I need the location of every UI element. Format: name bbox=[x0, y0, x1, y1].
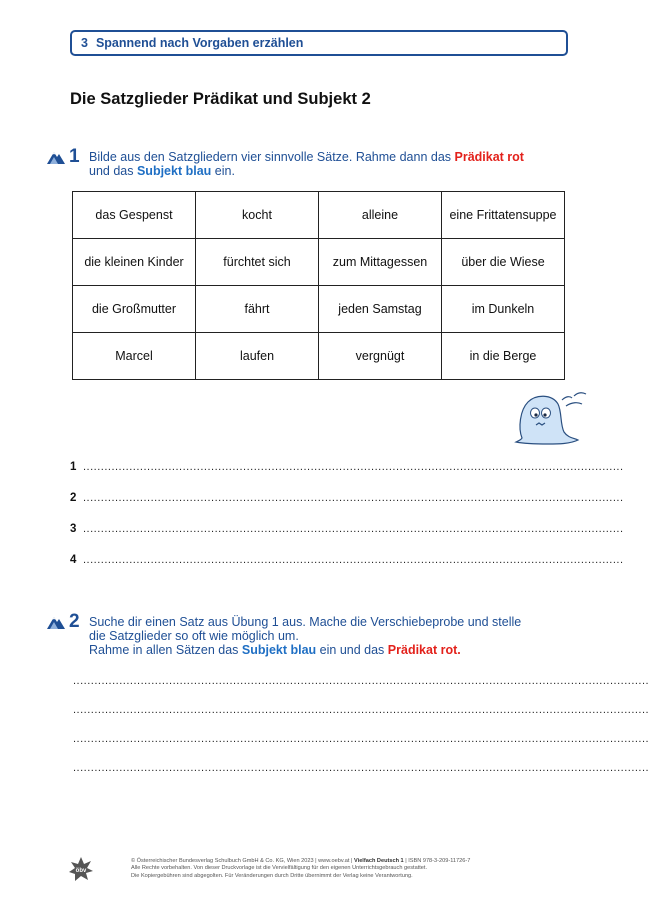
answer-line-number: 4 bbox=[70, 554, 77, 566]
answer-line-number: 3 bbox=[70, 523, 77, 535]
task-1-pradikat-highlight: Prädikat rot bbox=[454, 150, 524, 164]
word-table bbox=[72, 191, 565, 380]
chapter-header bbox=[70, 30, 568, 56]
task-1-text-c: ein. bbox=[211, 164, 235, 178]
footer-line-1a: © Österreichischer Bundesverlag Schulbuch GmbH & Co. KG, Wien 2023 | www.oebv.at | bbox=[131, 858, 355, 864]
table-row bbox=[73, 286, 565, 333]
table-cell: kocht bbox=[196, 192, 319, 239]
table-cell: Marcel bbox=[73, 333, 196, 380]
answer-line[interactable]: 4 ........................................................................................................................................................ bbox=[70, 554, 624, 566]
task-1-text-b: und das bbox=[89, 164, 137, 178]
task-2-text-b: ein und das bbox=[316, 643, 388, 657]
table-cell: über die Wiese bbox=[442, 239, 565, 286]
table-cell: vergnügt bbox=[319, 333, 442, 380]
table-cell: alleine bbox=[319, 192, 442, 239]
answer-line-number: 1 bbox=[70, 461, 77, 473]
task-1-number: 1 bbox=[69, 146, 80, 167]
task-2-instruction bbox=[89, 615, 521, 657]
answer-line[interactable]: .................................................................................................................................................................. bbox=[73, 762, 649, 774]
footer-line-1c: | ISBN 978-3-209-11726-7 bbox=[403, 858, 471, 864]
chapter-number: 3 bbox=[81, 36, 88, 50]
footer-book-title: Vielfach Deutsch 1 bbox=[354, 858, 404, 864]
table-cell: jeden Samstag bbox=[319, 286, 442, 333]
task-2-number: 2 bbox=[69, 611, 80, 632]
chapter-title: Spannend nach Vorgaben erzählen bbox=[95, 36, 304, 50]
table-cell: im Dunkeln bbox=[442, 286, 565, 333]
table-cell: die Großmutter bbox=[73, 286, 196, 333]
table-cell: laufen bbox=[196, 333, 319, 380]
task-1-instruction bbox=[89, 150, 524, 178]
table-cell: zum Mittagessen bbox=[319, 239, 442, 286]
answer-line[interactable]: .................................................................................................................................................................. bbox=[73, 704, 649, 716]
task-2-line-2: die Satzglieder so oft wie möglich um. bbox=[89, 629, 299, 643]
table-row bbox=[73, 239, 565, 286]
footer-copyright bbox=[131, 858, 561, 880]
difficulty-mountain-icon bbox=[46, 614, 66, 630]
footer-line-3: Die Kopiergebühren sind abgegolten. Für Veränderungen durch Dritte übernimmt der Verlag keine Verantwortung. bbox=[131, 872, 413, 879]
table-row bbox=[73, 192, 565, 239]
task-2-text-a: Rahme in allen Sätzen das bbox=[89, 643, 242, 657]
task-2 bbox=[46, 612, 521, 657]
answer-line[interactable]: 1 ........................................................................................................................................................ bbox=[70, 461, 624, 473]
answer-line-number: 2 bbox=[70, 492, 77, 504]
task-2-subjekt-highlight: Subjekt blau bbox=[241, 643, 317, 657]
table-cell: die kleinen Kinder bbox=[73, 239, 196, 286]
table-cell: fürchtet sich bbox=[196, 239, 319, 286]
task-1-text-a: Bilde aus den Satzgliedern vier sinnvolle Sätze. Rahme dann das bbox=[89, 150, 455, 164]
logo-text: öbv bbox=[75, 868, 87, 874]
difficulty-mountain-icon bbox=[46, 149, 66, 165]
answer-line[interactable]: 3 ........................................................................................................................................................ bbox=[70, 523, 624, 535]
task-1 bbox=[46, 147, 524, 178]
answer-lines-task-2 bbox=[73, 675, 649, 791]
answer-line[interactable]: .................................................................................................................................................................. bbox=[73, 675, 649, 687]
oebv-logo-icon bbox=[69, 857, 93, 881]
answer-line[interactable]: .................................................................................................................................................................. bbox=[73, 733, 649, 745]
footer-line-2: Alle Rechte vorbehalten. Von dieser Druckvorlage ist die Vervielfältigung für den eigenen Unterrichtsgebrauch gestattet. bbox=[131, 865, 428, 872]
table-row bbox=[73, 333, 565, 380]
answer-line[interactable]: 2 ........................................................................................................................................................ bbox=[70, 492, 624, 504]
page-title: Die Satzglieder Prädikat und Subjekt 2 bbox=[70, 90, 371, 108]
table-cell: fährt bbox=[196, 286, 319, 333]
answer-lines-task-1 bbox=[70, 461, 624, 585]
ghost-illustration-icon bbox=[508, 388, 590, 446]
table-cell: das Gespenst bbox=[73, 192, 196, 239]
table-cell: in die Berge bbox=[442, 333, 565, 380]
task-1-subjekt-highlight: Subjekt blau bbox=[136, 164, 212, 178]
task-2-pradikat-highlight: Prädikat rot. bbox=[387, 643, 461, 657]
task-2-line-1: Suche dir einen Satz aus Übung 1 aus. Mache die Verschiebeprobe und stelle bbox=[89, 615, 522, 629]
table-cell: eine Frittatensuppe bbox=[442, 192, 565, 239]
